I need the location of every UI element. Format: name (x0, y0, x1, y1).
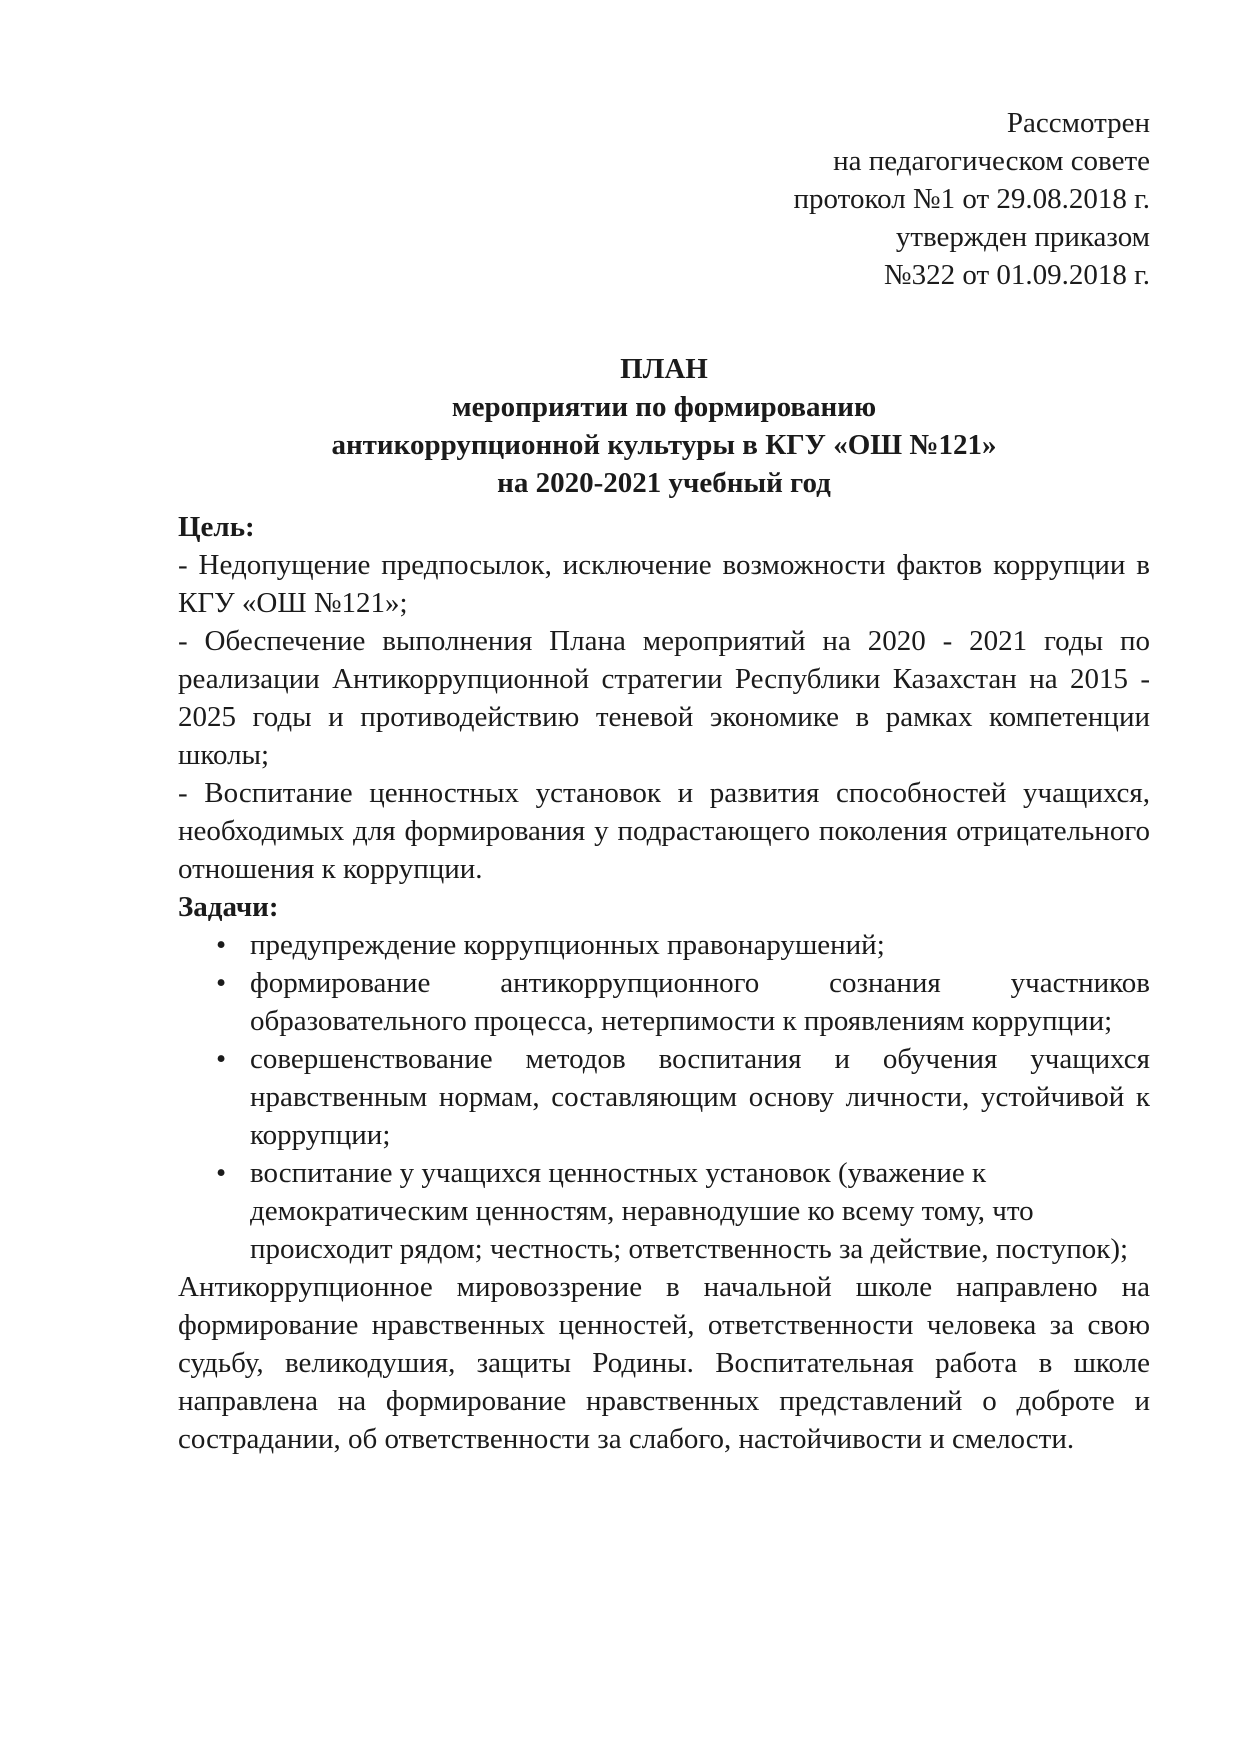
goal-heading: Цель: (178, 511, 255, 543)
title-line: антикоррупционной культуры в КГУ «ОШ №121» (331, 429, 997, 461)
title-line: на 2020-2021 учебный год (497, 467, 831, 499)
approval-line: протокол №1 от 29.08.2018 г. (793, 183, 1150, 215)
tasks-heading: Задачи: (178, 891, 279, 923)
title-line: мероприятии по формированию (451, 391, 877, 423)
task-item: • предупреждение коррупционных правонарушений; (178, 926, 1150, 964)
approval-line: на педагогическом совете (833, 145, 1150, 177)
tasks-list (178, 926, 1150, 1268)
approval-line: утвержден приказом (895, 221, 1150, 253)
approval-block (178, 104, 1150, 294)
approval-line: Рассмотрен (1006, 107, 1150, 139)
goal-paragraph: - Воспитание ценностных установок и развития способностей учащихся, необходимых для формирования у подрастающего поколения отрицательного отношения к коррупции. (178, 777, 1150, 885)
task-item: • формирование антикоррупционного сознания участников образовательного процесса, нетерпимости к проявлениям коррупции; (178, 964, 1150, 1040)
closing-paragraph: Антикоррупционное мировоззрение в начальной школе направлено на формирование нравственных ценностей, ответственности человека за свою судьбу, великодушия, защиты Родины. Воспитательная работа в школе направлена на формирование нравственных представлений о доброте и сострадании, об ответственности за слабого, настойчивости и смелости. (178, 1271, 1150, 1455)
goal-paragraph: - Недопущение предпосылок, исключение возможности фактов коррупции в КГУ «ОШ №121»; (178, 549, 1150, 619)
approval-line: №322 от 01.09.2018 г. (883, 259, 1150, 291)
task-item: • воспитание у учащихся ценностных установок (уважение к демократическим ценностям, неравнодушие ко всему тому, что происходит рядом; честность; ответственность за действие, поступок); (178, 1154, 1150, 1268)
document-title (178, 350, 1150, 502)
task-item: • совершенствование методов воспитания и обучения учащихся нравственным нормам, составляющим основу личности, устойчивой к коррупции; (178, 1040, 1150, 1154)
goal-paragraph: - Обеспечение выполнения Плана мероприятий на 2020 - 2021 годы по реализации Антикоррупционной стратегии Республики Казахстан на 2015 - 2025 годы и противодействию теневой экономике в рамках компетенции школы; (178, 625, 1150, 771)
title-line: ПЛАН (620, 353, 708, 385)
